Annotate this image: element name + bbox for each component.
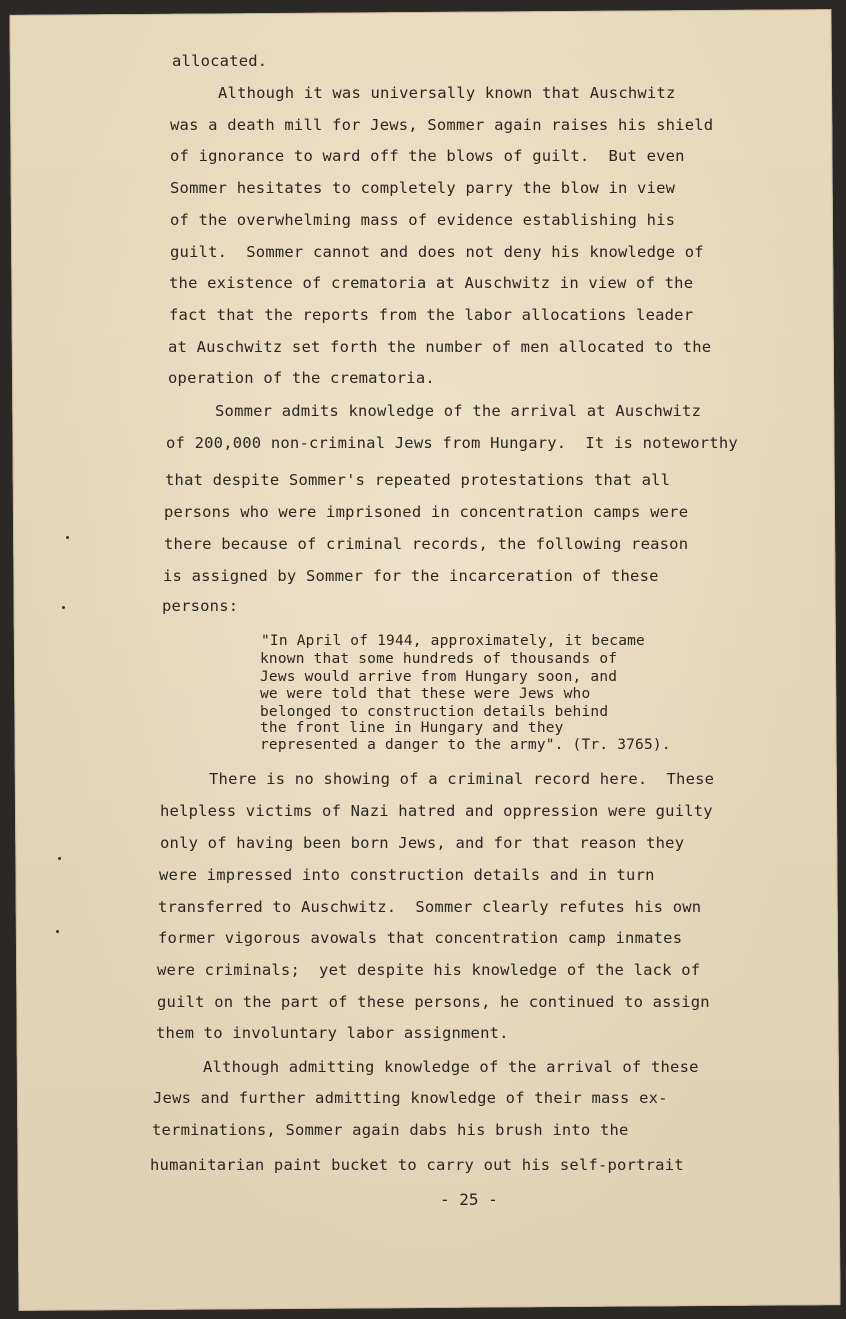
page-number: - 25 - — [440, 1190, 498, 1209]
quote-line: the front line in Hungary and they — [260, 720, 564, 736]
text-line: Although admitting knowledge of the arrival of these — [203, 1058, 699, 1076]
text-line: Sommer admits knowledge of the arrival at Auschwitz — [215, 402, 702, 420]
margin-speck — [62, 606, 65, 609]
margin-speck — [56, 930, 59, 933]
text-line: helpless victims of Nazi hatred and oppression were guilty — [160, 802, 713, 820]
text-line: guilt. Sommer cannot and does not deny his knowledge of — [170, 243, 704, 261]
text-line: former vigorous avowals that concentration camp inmates — [158, 929, 683, 947]
text-line: allocated. — [172, 52, 268, 70]
text-line: Sommer hesitates to completely parry the blow in view — [170, 179, 676, 197]
quote-line: "In April of 1944, approximately, it became — [261, 633, 645, 649]
text-line: is assigned by Sommer for the incarceration of these — [163, 567, 659, 585]
quote-line: Jews would arrive from Hungary soon, and — [260, 669, 618, 685]
margin-speck — [66, 536, 69, 539]
text-line: Jews and further admitting knowledge of their mass ex- — [153, 1089, 668, 1107]
text-line: Although it was universally known that Auschwitz — [218, 84, 676, 102]
quote-line: represented a danger to the army". (Tr. 3765). — [260, 737, 671, 753]
margin-speck — [58, 857, 61, 860]
text-line: the existence of crematoria at Auschwitz in view of the — [169, 274, 694, 292]
text-line: transferred to Auschwitz. Sommer clearly refutes his own — [158, 898, 702, 916]
text-line: of the overwhelming mass of evidence establishing his — [170, 211, 676, 229]
text-line: were criminals; yet despite his knowledge of the lack of — [157, 961, 701, 979]
text-line: guilt on the part of these persons, he continued to assign — [157, 993, 710, 1011]
text-line: humanitarian paint bucket to carry out his self-portrait — [150, 1156, 684, 1174]
text-line: at Auschwitz set forth the number of men allocated to the — [168, 338, 712, 356]
quote-line: belonged to construction details behind — [260, 704, 609, 720]
text-line: There is no showing of a criminal record here. These — [209, 770, 715, 788]
quote-line: known that some hundreds of thousands of — [260, 651, 618, 667]
text-line: of ignorance to ward off the blows of guilt. But even — [170, 147, 685, 165]
text-line: persons who were imprisoned in concentration camps were — [164, 503, 689, 521]
text-line: that despite Sommer's repeated protestations that all — [165, 471, 671, 489]
text-line: persons: — [162, 597, 239, 615]
text-line: were impressed into construction details and in turn — [159, 866, 655, 884]
text-line: them to involuntary labor assignment. — [156, 1024, 509, 1042]
quote-line: we were told that these were Jews who — [260, 686, 591, 702]
text-line: fact that the reports from the labor allocations leader — [169, 306, 694, 324]
text-line: operation of the crematoria. — [168, 369, 435, 387]
text-line: only of having been born Jews, and for that reason they — [160, 834, 685, 852]
text-line: there because of criminal records, the following reason — [164, 535, 689, 553]
text-line: of 200,000 non-criminal Jews from Hungary. It is noteworthy — [166, 434, 738, 452]
text-line: was a death mill for Jews, Sommer again raises his shield — [170, 116, 714, 134]
text-line: terminations, Sommer again dabs his brush into the — [152, 1121, 629, 1139]
